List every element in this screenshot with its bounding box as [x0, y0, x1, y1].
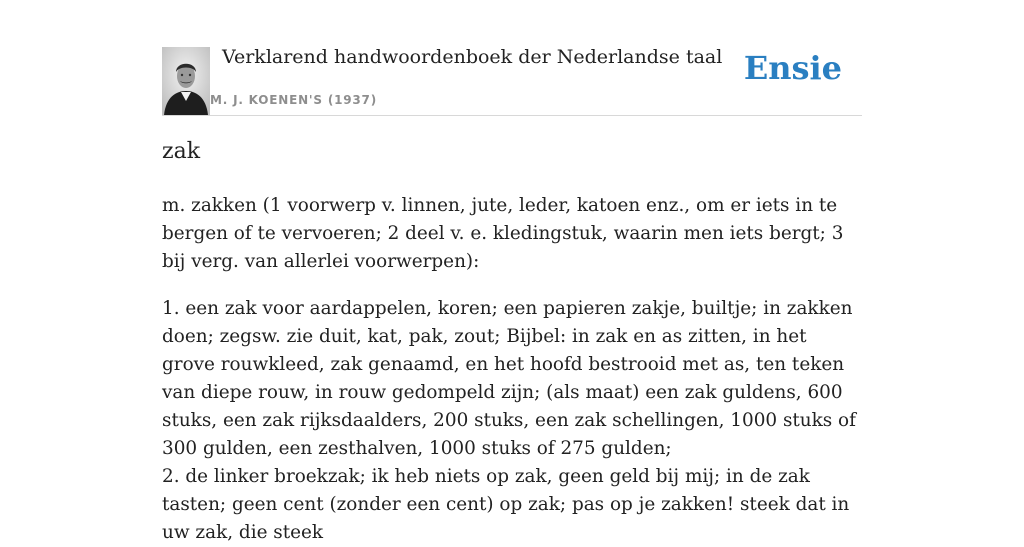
entry-headword: zak	[162, 139, 201, 164]
entry-definition	[162, 192, 862, 547]
author-label: M. J. KOENEN'S (1937)	[210, 93, 377, 107]
entry-sense-2: 2. de linker broekzak; ik heb niets op zak, geen geld bij mij; in de zak tasten; geen cent (zonder een cent) op zak; pas op je zakken! steek dat in uw zak, die steek	[162, 466, 850, 543]
entry-intro: m. zakken (1 voorwerp v. linnen, jute, leder, katoen enz., om er iets in te bergen of te vervoeren; 2 deel v. e. kledingstuk, waarin men iets bergt; 3 bij verg. van allerlei voorwerpen):	[162, 195, 844, 272]
dictionary-header	[162, 46, 862, 116]
ensie-logo-link[interactable]: Ensie	[743, 49, 842, 87]
entry-sense-1: 1. een zak voor aardappelen, koren; een papieren zakje, builtje; in zakken doen; zegsw. zie duit, kat, pak, zout; Bijbel: in zak en as zitten, in het grove rouwkleed, zak genaamd, en het hoofd bestrooid met as, ten teken van diepe rouw, in rouw gedompeld zijn; (als maat) een zak guldens, 600 stuks, een zak rijksdaalders, 200 stuks, een zak schellingen, 1000 stuks of 300 gulden, een zesthalven, 1000 stuks of 275 gulden;	[162, 298, 856, 459]
author-portrait-icon	[162, 47, 210, 115]
dictionary-title[interactable]: Verklarend handwoordenboek der Nederlandse taal	[222, 46, 723, 68]
